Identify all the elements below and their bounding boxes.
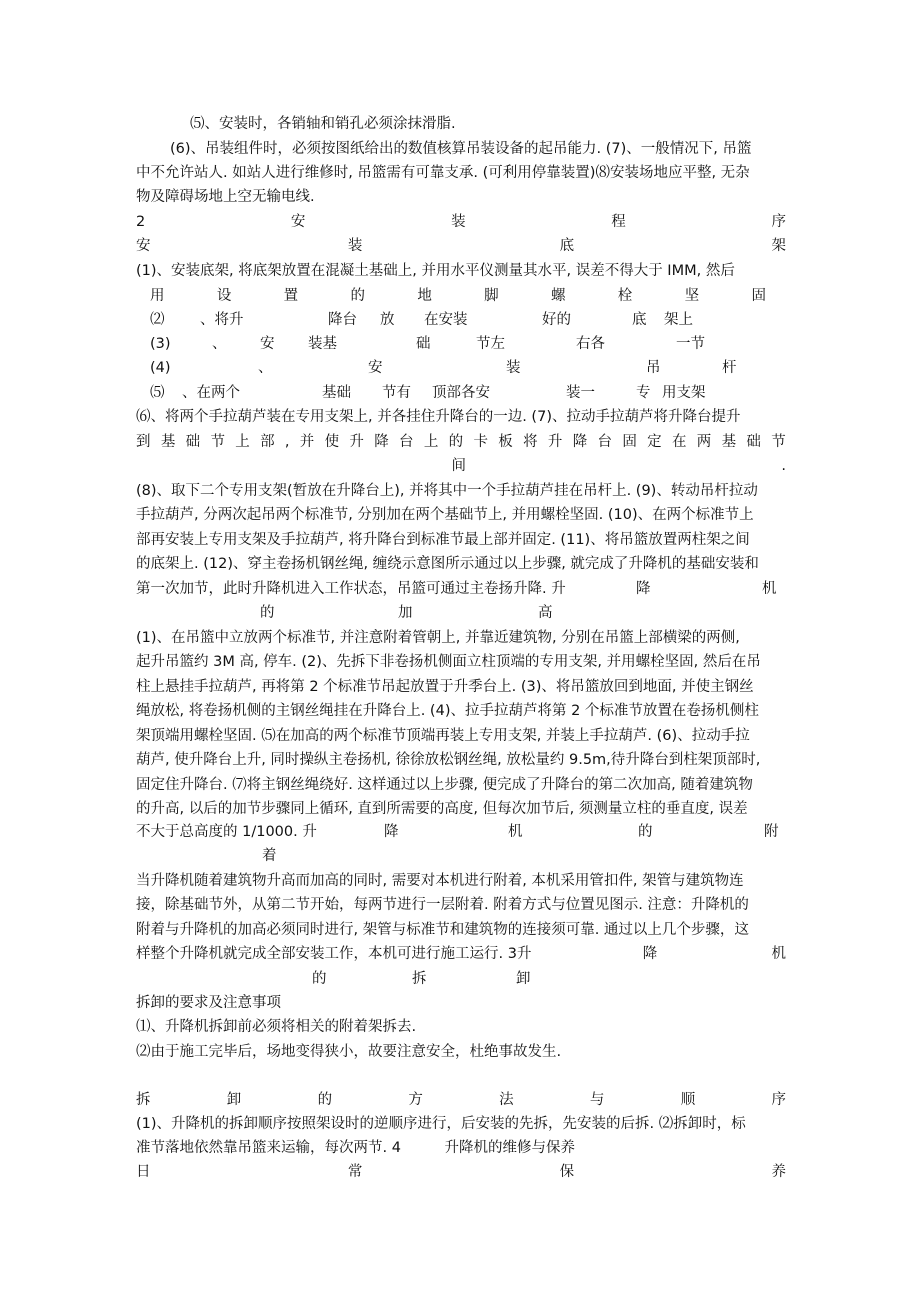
text-line	[136, 578, 786, 600]
spaced-char: 固	[622, 434, 637, 450]
text-line	[150, 382, 750, 404]
spaced-char: ,	[284, 434, 290, 450]
heading-char: 日	[136, 1164, 151, 1180]
spaced-text: ⑵	[150, 312, 165, 328]
heading-char: 序	[771, 1092, 786, 1108]
spaced-text: 装	[506, 360, 521, 376]
text-line	[136, 455, 786, 477]
spaced-text: 降台	[328, 312, 357, 328]
spaced-char: 台	[597, 434, 613, 450]
spaced-char: 到	[136, 434, 151, 450]
heading-char: 拆	[136, 1092, 151, 1108]
spaced-char: 升	[547, 434, 563, 450]
spaced-text: 第一次加节，此时升降机进入工作状态，吊篮可通过主卷扬升降. 升	[136, 581, 566, 597]
text-line	[150, 333, 750, 355]
spaced-text: 、	[258, 360, 273, 376]
text-line: ⑵由于施工完毕后，场地变得狭小，故要注意安全，杜绝事故发生.	[136, 1044, 562, 1060]
spaced-char: 节	[771, 434, 786, 450]
spaced-char: 基	[721, 434, 737, 450]
spaced-char: 设	[216, 288, 232, 304]
text-line	[150, 285, 766, 307]
spaced-char: 栓	[617, 288, 633, 304]
heading-char: 与	[589, 1092, 605, 1108]
heading-char: 的	[260, 605, 275, 621]
text-line: 柱上悬挂手拉葫芦, 再将第 2 个标准节吊起放置于升季台上. (3)、将吊篮放回到地面, 并使主钢丝	[136, 679, 754, 695]
spaced-char: 地	[417, 288, 432, 304]
spaced-text: 装一	[566, 385, 595, 401]
text-line: (1)、安装底架, 将底架放置在混凝土基础上, 并用水平仪测量其水平, 误差不得大于 IMM, 然后	[136, 263, 735, 279]
heading-char: 的	[312, 971, 327, 987]
heading-char: 架	[771, 238, 786, 254]
heading-char: 安	[290, 214, 306, 230]
spaced-text: 、将升	[200, 312, 244, 328]
section-heading	[136, 1161, 786, 1183]
text-line	[136, 431, 786, 453]
spaced-text: 好的	[542, 312, 571, 328]
text-line: 固定住升降台. ⑺将主钢丝绳绕好. 这样通过以上步骤, 便完成了升降台的第二次加高, 随着建筑物	[136, 777, 753, 793]
heading-char: 法	[499, 1092, 514, 1108]
heading-char: 顺	[680, 1092, 696, 1108]
text-line: 当升降机随着建筑物升高而加高的同时, 需要对本机进行附着, 本机采用管扣件, 架管与建筑物连	[136, 873, 744, 889]
spaced-text: 不大于总高度的 1/1000. 升	[136, 824, 317, 840]
spaced-text: 底	[632, 312, 647, 328]
heading-char: 卸	[226, 1092, 242, 1108]
heading-char: 程	[611, 214, 626, 230]
spaced-char: 两	[696, 434, 712, 450]
spaced-text: 附	[764, 824, 779, 840]
spaced-char: 间	[451, 458, 466, 474]
heading-char: 装	[347, 238, 363, 254]
spaced-text: 节有	[382, 385, 411, 401]
text-line	[136, 821, 786, 843]
spaced-char: 部	[260, 434, 275, 450]
spaced-text: 、在两个	[182, 385, 240, 401]
spaced-char: 的	[350, 288, 365, 304]
text-line: (1)、在吊篮中立放两个标准节, 并注意附着管朝上, 并靠近建筑物, 分别在吊篮上部横梁的两侧,	[136, 630, 740, 646]
text-line: 架顶端用螺栓坚固. ⑸在加高的两个标准节顶端再装上专用支架, 并装上手拉葫芦. (6)、拉动手拉	[136, 728, 750, 744]
text-line: 物及障碍场地上空无输电线.	[136, 189, 315, 205]
spaced-text: 在安装	[424, 312, 468, 328]
text-line: ⑴、升降机拆卸前必须将相关的附着架拆去.	[136, 1019, 417, 1035]
text-line: ⑸、安装时，各销轴和销孔必须涂抹滑脂.	[190, 116, 456, 132]
spaced-char: 基	[160, 434, 176, 450]
text-line: 部再安装上专用支架及手拉葫芦, 将升降台到标准节最上部并固定. (11)、将吊篮放置两柱架之间	[136, 532, 750, 548]
text-line: 的升高, 以后的加节步骤同上循环, 直到所需要的高度, 但每次加节后, 须测量立柱的垂直度, 误差	[136, 801, 748, 817]
text-line: ⑹、将两个手拉葫芦装在专用支架上, 并各挂住升降台的一边. (7)、拉动手拉葫芦将升降台提升	[136, 409, 741, 425]
spaced-text: 用支架	[662, 385, 706, 401]
heading-char: 序	[771, 214, 786, 230]
spaced-text: 机	[762, 581, 777, 597]
spaced-text: 降	[636, 581, 651, 597]
heading-char: 装	[451, 214, 466, 230]
section-heading	[136, 1089, 786, 1111]
spaced-text: 安	[260, 336, 275, 352]
spaced-text: 右各	[576, 336, 605, 352]
spaced-text: 安	[368, 360, 383, 376]
spaced-char: 定	[647, 434, 662, 450]
spaced-text: 装基	[308, 336, 337, 352]
spaced-text: 升	[516, 946, 532, 962]
section-heading	[136, 235, 786, 257]
spaced-char: 上	[423, 434, 439, 450]
section-heading	[136, 602, 786, 624]
spaced-char: 坚	[684, 288, 700, 304]
spaced-char: 础	[746, 434, 761, 450]
heading-char: 加	[398, 605, 413, 621]
heading-char: 方	[408, 1092, 423, 1108]
spaced-char: 升	[349, 434, 364, 450]
text-line: 绳放松, 将卷扬机侧的主钢丝绳挂在升降台上. (4)、拉手拉葫芦将第 2 个标准节放置在卷扬机侧柱	[136, 703, 759, 719]
text-line: (1)、升降机的拆卸顺序按照架设时的逆顺序进行，后安装的先拆，先安装的后拆. ⑵拆卸时，标	[136, 1116, 746, 1132]
spaced-text: 降	[384, 824, 399, 840]
spaced-text: (4)	[150, 360, 171, 376]
spaced-char: 卡	[473, 434, 488, 450]
spaced-char: 降	[374, 434, 389, 450]
heading-char: 保	[559, 1164, 575, 1180]
spaced-text: 础	[416, 336, 431, 352]
heading-char: 的	[317, 1092, 333, 1108]
spaced-char: 将	[523, 434, 538, 450]
spaced-char: 在	[671, 434, 687, 450]
text-line: (6)、吊装组件时，必须按图纸给出的数值核算吊装设备的起吊能力. (7)、一般情况下, 吊篮	[170, 141, 752, 157]
heading-char: 2	[136, 214, 146, 230]
text-line: 拆卸的要求及注意事项	[136, 995, 281, 1011]
heading-char: 卸	[516, 971, 531, 987]
spaced-char: 使	[324, 434, 340, 450]
spaced-char: 台	[399, 434, 414, 450]
spaced-char: 础	[185, 434, 201, 450]
text-line: 准节落地依然靠吊篮来运输，每次两节. 4 升降机的维修与保养	[136, 1140, 575, 1156]
text-line	[150, 309, 750, 331]
spaced-char: 并	[299, 434, 315, 450]
spaced-char: 脚	[484, 288, 499, 304]
text-line: 的底架上. (12)、穿主卷扬机钢丝绳, 缠绕示意图所示通过以上步骤, 就完成了升降机的基础安装和	[136, 556, 759, 572]
section-heading	[136, 211, 786, 233]
spaced-text: 一节	[676, 336, 705, 352]
spaced-char: 用	[150, 288, 165, 304]
text-line: 着	[262, 848, 277, 864]
spaced-char: 板	[498, 434, 513, 450]
spaced-text: 的	[638, 824, 653, 840]
spaced-char: .	[781, 458, 786, 474]
text-line: 中不允许站人. 如站人进行维修时, 吊篮需有可靠支承. (可利用停靠装置)⑻安装场地应平整, 无杂	[136, 165, 750, 181]
text-line: 起升吊篮约 3M 高, 停车. (2)、先拆下非卷扬机侧面立柱顶端的专用支架, 并用螺栓坚固, 然后在吊	[136, 654, 761, 670]
heading-char: 底	[559, 238, 575, 254]
spaced-text: 机	[771, 946, 786, 962]
text-line: 附着与升降机的加高必须同时进行, 架管与标准节和建筑物的连接须可靠. 通过以上几个步骤，这	[136, 922, 749, 938]
spaced-text: 放	[380, 312, 395, 328]
spaced-char: 降	[572, 434, 588, 450]
spaced-char: 上	[235, 434, 250, 450]
spaced-text: 专	[636, 385, 651, 401]
spaced-text: 样整个升降机就完成全部安装工作，本机可进行施工运行. 3	[136, 946, 517, 962]
text-line: 接，除基础节外，从第二节开始，每两节进行一层附着. 附着方式与位置见图示. 注意：升降机的	[136, 897, 749, 913]
spaced-text: 降	[642, 946, 658, 962]
text-line: (8)、取下二个专用支架(暂放在升降台上), 并将其中一个手拉葫芦挂在吊杆上. (9)、转动吊杆拉动	[136, 483, 758, 499]
heading-char: 常	[347, 1164, 363, 1180]
spaced-text: 节左	[476, 336, 505, 352]
spaced-text: 吊	[646, 360, 661, 376]
spaced-text: 、	[212, 336, 227, 352]
spaced-text: (3)	[150, 336, 171, 352]
heading-char: 拆	[412, 971, 427, 987]
spaced-char: 螺	[550, 288, 566, 304]
spaced-text: 顶部各安	[432, 385, 490, 401]
spaced-text: 基础	[322, 385, 351, 401]
heading-char: 高	[538, 605, 553, 621]
heading-char: 养	[771, 1164, 786, 1180]
spaced-char: 置	[283, 288, 299, 304]
text-line: 葫芦, 使升降台上升, 同时操纵主卷扬机, 徐徐放松钢丝绳, 放松量约 9.5m,待升降台到柱架顶部时,	[136, 752, 761, 768]
spaced-char: 节	[210, 434, 225, 450]
heading-char: 安	[136, 238, 151, 254]
spaced-char: 固	[751, 288, 766, 304]
spaced-text: ⑸	[150, 385, 165, 401]
spaced-text: 架上	[664, 312, 693, 328]
text-line: 手拉葫芦, 分两次起吊两个标准节, 分别加在两个基础节上, 并用螺栓坚固. (10)、在两个标准节上	[136, 507, 754, 523]
text-line	[150, 357, 750, 379]
spaced-char: 的	[448, 434, 464, 450]
section-heading	[136, 968, 786, 990]
spaced-text: 机	[508, 824, 523, 840]
spaced-text: 杆	[722, 360, 737, 376]
text-line	[136, 943, 786, 965]
